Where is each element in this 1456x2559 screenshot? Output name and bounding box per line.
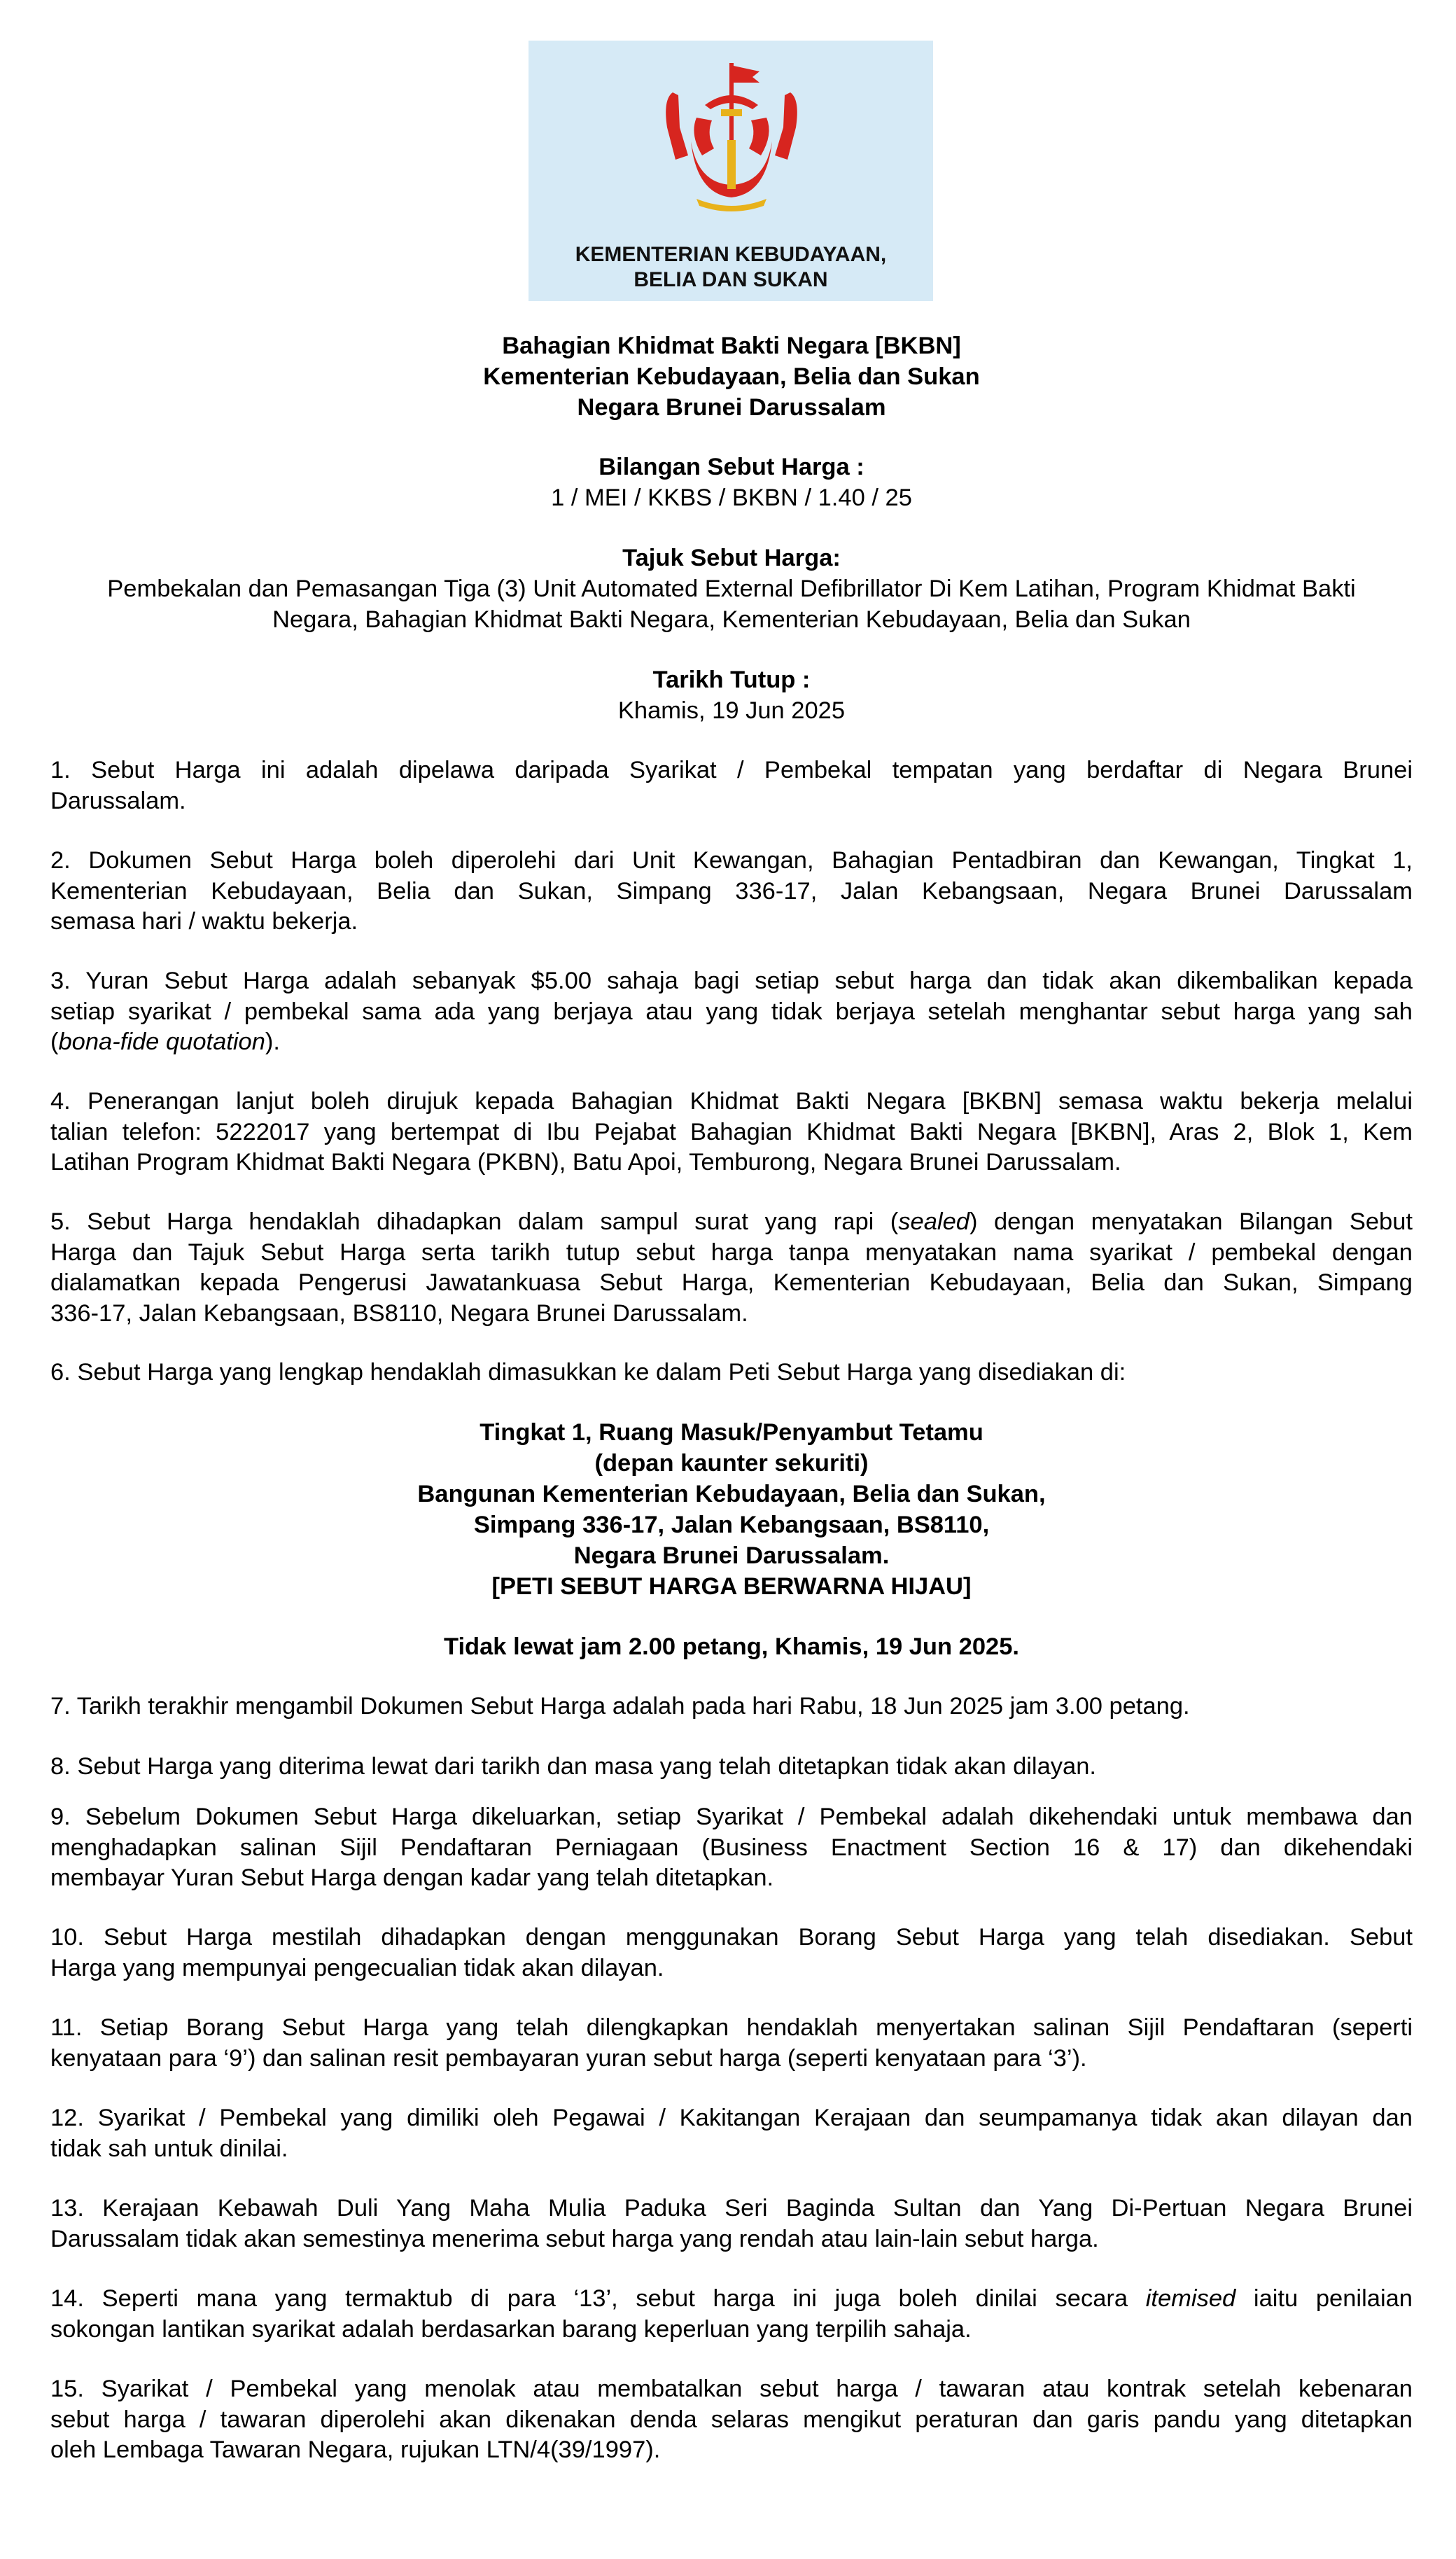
paragraph-11-line-1: 11. Setiap Borang Sebut Harga yang telah dilengkapkan hendaklah menyertakan salinan Sijil Pendaftaran (seperti [50,2014,1413,2041]
paragraph-5-line-1-after: ) dengan menyatakan Bilangan Sebut [969,1208,1413,1235]
ministry-logo [528,41,933,301]
paragraph-5-line-3: dialamatkan kepada Pengerusi Jawatankuasa Sebut Harga, Kementerian Kebudayaan, Belia dan Sukan, Simpang [50,1269,1413,1296]
paragraph-2-line-2: Kementerian Kebudayaan, Belia dan Sukan, Simpang 336-17, Jalan Kebangsaan, Negara Brunei Darussalam [50,877,1413,905]
paragraph-12-line-1: 12. Syarikat / Pembekal yang dimiliki oleh Pegawai / Kakitangan Kerajaan dan seumpamanya tidak akan dilayan dan [50,2105,1413,2131]
paragraph-4 [50,1087,1413,1178]
paragraph-5-line-1-before: 5. Sebut Harga hendaklah dihadapkan dalam sampul surat yang rapi ( [50,1208,899,1235]
address-line-4: Simpang 336-17, Jalan Kebangsaan, BS8110, [473,1512,990,1538]
paragraph-9-line-3: membayar Yuran Sebut Harga dengan kadar yang telah ditetapkan. [50,1864,774,1891]
bona-fide-quotation-term: bona-fide quotation [58,1029,265,1055]
paragraph-4-line-2: talian telefon: 5222017 yang bertempat di Ibu Pejabat Bahagian Khidmat Bakti Negara [BKBN], Aras 2, Blok 1, Kem [50,1118,1413,1145]
paragraph-5-line-1 [50,1207,1413,1238]
paragraph-14-line-1-after: iaitu penilaian [1236,2285,1413,2312]
paragraph-10 [50,1923,1413,1983]
quotation-title-label: Tajuk Sebut Harga: [622,545,841,571]
paragraph-14-line-1 [50,2284,1413,2315]
address-line-1: Tingkat 1, Ruang Masuk/Penyambut Tetamu [479,1419,983,1446]
paragraph-1 [50,755,1413,816]
paragraph-3-line-1: 3. Yuran Sebut Harga adalah sebanyak $5.00 sahaja bagi setiap sebut harga dan tidak akan dikembalikan kepada [50,968,1413,994]
paragraph-11-line-2: kenyataan para ‘9’) dan salinan resit pembayaran yuran sebut harga (seperti kenyataan para ‘3’). [50,2044,1087,2072]
submission-deadline: Tidak lewat jam 2.00 petang, Khamis, 19 Jun 2025. [444,1633,1019,1660]
paragraph-3-line-2: setiap syarikat / pembekal sama ada yang berjaya atau yang tidak berjaya setelah menghantar sebut harga yang sah [50,998,1413,1025]
quotation-title-line-1: Pembekalan dan Pemasangan Tiga (3) Unit Automated External Defibrillator Di Kem Latihan, Program Khidmat Bakti [107,576,1356,602]
paragraph-12-line-2: tidak sah untuk dinilai. [50,2135,288,2162]
paragraph-7 [50,1692,1413,1722]
logo-text-line-2: BELIA DAN SUKAN [634,268,828,291]
paragraph-3-line-3-close: ). [265,1029,280,1055]
paragraph-3-line-3-open: ( [50,1029,59,1055]
paragraph-15 [50,2374,1413,2466]
logo-text-line-1: KEMENTERIAN KEBUDAYAAN, [575,243,887,266]
header-line-3: Negara Brunei Darussalam [577,394,886,421]
paragraph-10-line-1: 10. Sebut Harga mestilah dihadapkan dengan menggunakan Borang Sebut Harga yang telah disediakan. Sebut [50,1924,1413,1951]
paragraph-9 [50,1802,1413,1894]
paragraph-3-line-3 [50,1027,1413,1058]
paragraph-1-line-1: 1. Sebut Harga ini adalah dipelawa daripada Syarikat / Pembekal tempatan yang berdaftar di Negara Brunei [50,757,1413,783]
paragraph-4-line-1: 4. Penerangan lanjut boleh dirujuk kepada Bahagian Khidmat Bakti Negara [BKBN] semasa waktu bekerja melalui [50,1088,1413,1115]
paragraph-5-line-4: 336-17, Jalan Kebangsaan, BS8110, Negara Brunei Darussalam. [50,1299,748,1327]
paragraph-2-line-3: semasa hari / waktu bekerja. [50,908,358,935]
paragraph-14-line-2: sokongan lantikan syarikat adalah berdasarkan barang keperluan yang terpilih sahaja. [50,2315,972,2343]
address-line-3: Bangunan Kementerian Kebudayaan, Belia dan Sukan, [417,1481,1046,1507]
address-line-2: (depan kaunter sekuriti) [594,1450,869,1477]
header-line-1: Bahagian Khidmat Bakti Negara [BKBN] [502,333,961,359]
paragraph-5 [50,1207,1413,1329]
quotation-number-value: 1 / MEI / KKBS / BKBN / 1.40 / 25 [551,484,912,511]
closing-date-label: Tarikh Tutup : [652,667,811,693]
address-line-5: Negara Brunei Darussalam. [573,1542,890,1569]
paragraph-15-line-1: 15. Syarikat / Pembekal yang menolak atau membatalkan sebut harga / tawaran atau kontrak setelah kebenaran [50,2376,1413,2402]
sealed-term: sealed [898,1208,969,1235]
paragraph-14-line-1-before: 14. Seperti mana yang termaktub di para ‘13’, sebut harga ini juga boleh dinilai secara [50,2285,1146,2312]
paragraph-6 [50,1358,1413,1388]
closing-date-value: Khamis, 19 Jun 2025 [617,697,846,724]
paragraph-14 [50,2284,1413,2345]
paragraph-1-line-2: Darussalam. [50,787,186,814]
paragraph-8-line-1: 8. Sebut Harga yang diterima lewat dari tarikh dan masa yang telah ditetapkan tidak akan dilayan. [50,1753,1096,1780]
header-line-2: Kementerian Kebudayaan, Belia dan Sukan [483,363,980,390]
paragraph-4-line-3: Latihan Program Khidmat Bakti Negara (PKBN), Batu Apoi, Temburong, Negara Brunei Darussalam. [50,1149,1121,1176]
paragraph-13-line-2: Darussalam tidak akan semestinya menerima sebut harga yang rendah atau lain-lain sebut harga. [50,2225,1099,2252]
paragraph-9-line-2: menghadapkan salinan Sijil Pendaftaran Perniagaan (Business Enactment Section 16 & 17) dan dikehendaki [50,1834,1413,1861]
paragraph-9-line-1: 9. Sebelum Dokumen Sebut Harga dikeluarkan, setiap Syarikat / Pembekal adalah dikehendaki untuk membawa dan [50,1804,1413,1830]
paragraph-15-line-2: sebut harga / tawaran diperolehi akan dikenakan denda selaras mengikut peraturan dan garis pandu yang ditetapkan [50,2406,1413,2433]
paragraph-12 [50,2103,1413,2164]
quotation-number-label: Bilangan Sebut Harga : [598,454,864,480]
quotation-title-line-2: Negara, Bahagian Khidmat Bakti Negara, Kementerian Kebudayaan, Belia dan Sukan [272,606,1191,633]
paragraph-13 [50,2194,1413,2254]
paragraph-2 [50,846,1413,937]
paragraph-15-line-3: oleh Lembaga Tawaran Negara, rujukan LTN/4(39/1997). [50,2436,661,2463]
brunei-emblem-icon [648,50,816,218]
paragraph-5-line-2: Harga dan Tajuk Sebut Harga serta tarikh tutup sebut harga tanpa menyatakan nama syarikat / pembekal dengan [50,1239,1413,1266]
paragraph-11 [50,2013,1413,2074]
paragraph-8 [50,1752,1413,1783]
itemised-term: itemised [1145,2285,1236,2312]
paragraph-10-line-2: Harga yang mempunyai pengecualian tidak akan dilayan. [50,1954,664,1981]
paragraph-7-line-1: 7. Tarikh terakhir mengambil Dokumen Sebut Harga adalah pada hari Rabu, 18 Jun 2025 jam 3.00 petang. [50,1693,1190,1720]
paragraph-13-line-1: 13. Kerajaan Kebawah Duli Yang Maha Mulia Paduka Seri Baginda Sultan dan Yang Di-Pertuan Negara Brunei [50,2195,1413,2222]
document-page [50,0,1413,2559]
address-line-6: [PETI SEBUT HARGA BERWARNA HIJAU] [491,1573,972,1600]
paragraph-6-line-1: 6. Sebut Harga yang lengkap hendaklah dimasukkan ke dalam Peti Sebut Harga yang disediakan di: [50,1359,1126,1386]
paragraph-2-line-1: 2. Dokumen Sebut Harga boleh diperolehi dari Unit Kewangan, Bahagian Pentadbiran dan Kewangan, Tingkat 1, [50,847,1413,874]
paragraph-3 [50,966,1413,1058]
